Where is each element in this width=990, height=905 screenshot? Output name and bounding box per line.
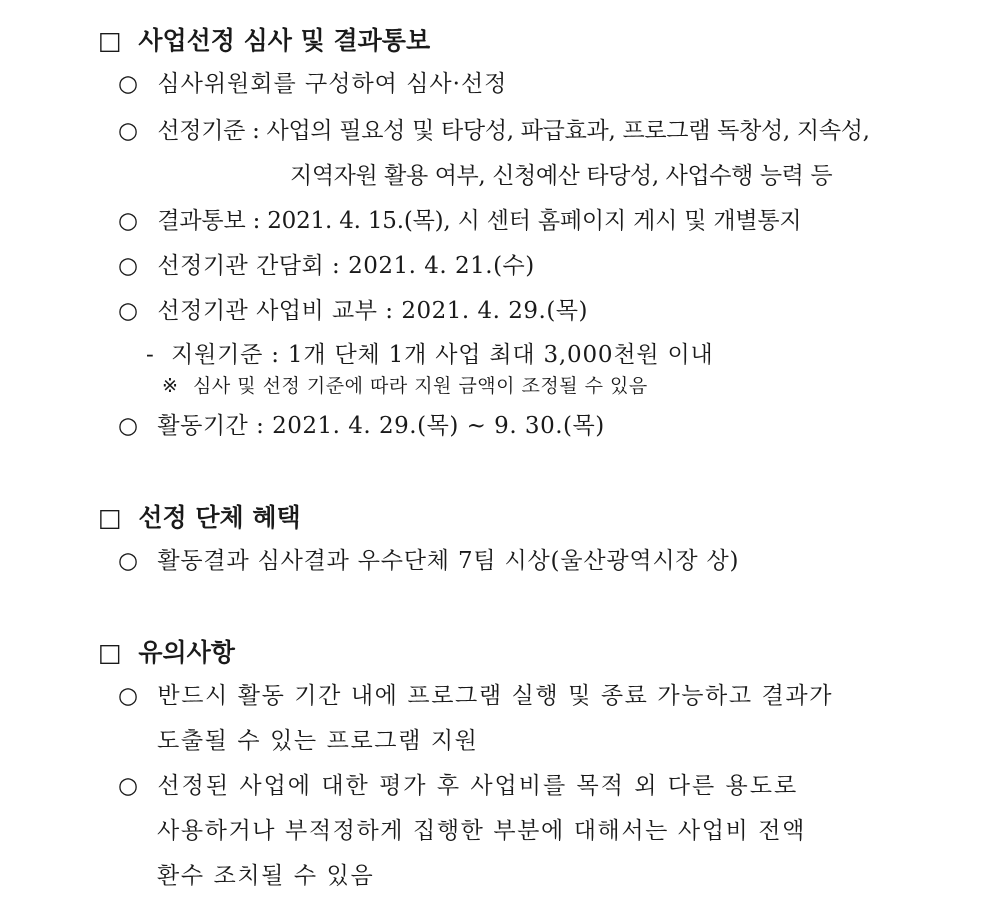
circle-bullet: ○ [118, 548, 139, 574]
item-text: 활동기간 : 2021. 4. 29.(목) ~ 9. 30.(목) [157, 413, 605, 439]
circle-bullet: ○ [118, 253, 139, 279]
circle-bullet: ○ [118, 413, 139, 439]
list-item [118, 120, 870, 143]
circle-bullet: ○ [118, 208, 139, 234]
list-item-continuation [157, 730, 478, 753]
section-heading-benefits [98, 505, 301, 530]
circle-bullet: ○ [118, 298, 139, 324]
item-text: 선정기관 사업비 교부 : 2021. 4. 29.(목) [157, 298, 588, 324]
circle-bullet: ○ [118, 683, 139, 709]
box-bullet: □ [98, 503, 122, 532]
list-item [118, 300, 588, 323]
list-item [118, 775, 798, 798]
note-mark: ※ [162, 375, 179, 397]
item-text: 도출될 수 있는 프로그램 지원 [157, 728, 479, 754]
list-item [118, 210, 801, 233]
list-item [118, 415, 605, 438]
list-item [118, 255, 535, 278]
note [162, 377, 648, 396]
list-item-continuation [157, 865, 374, 888]
item-text: 선정기준 : 사업의 필요성 및 타당성, 파급효과, 프로그램 독창성, 지속성, [157, 118, 870, 144]
item-text: 선정된 사업에 대한 평가 후 사업비를 목적 외 다른 용도로 [157, 773, 799, 799]
item-text: 지원기준 : 1개 단체 1개 사업 최대 3,000천원 이내 [171, 342, 714, 368]
section-heading-notes [98, 640, 235, 665]
dash-bullet: - [146, 342, 154, 368]
item-text: 지역자원 활용 여부, 신청예산 타당성, 사업수행 능력 등 [290, 163, 833, 189]
item-text: 결과통보 : 2021. 4. 15.(목), 시 센터 홈페이지 게시 및 개별통지 [157, 208, 802, 234]
section-title: 사업선정 심사 및 결과통보 [138, 26, 431, 55]
note-text: 심사 및 선정 기준에 따라 지원 금액이 조정될 수 있음 [192, 375, 648, 397]
circle-bullet: ○ [118, 118, 139, 144]
section-heading-screening [98, 28, 430, 53]
circle-bullet: ○ [118, 71, 139, 97]
list-item [118, 550, 739, 573]
circle-bullet: ○ [118, 773, 139, 799]
item-text: 활동결과 심사결과 우수단체 7팀 시상(울산광역시장 상) [157, 548, 740, 574]
item-text: 사용하거나 부적정하게 집행한 부분에 대해서는 사업비 전액 [157, 818, 806, 844]
list-item [118, 73, 507, 96]
list-item-continuation [157, 820, 806, 843]
list-item-continuation [290, 165, 832, 188]
sub-item [146, 344, 714, 367]
box-bullet: □ [98, 26, 122, 55]
item-text: 환수 조치될 수 있음 [157, 863, 375, 889]
item-text: 선정기관 간담회 : 2021. 4. 21.(수) [157, 253, 535, 279]
box-bullet: □ [98, 638, 122, 667]
list-item [118, 685, 833, 708]
item-text: 반드시 활동 기간 내에 프로그램 실행 및 종료 가능하고 결과가 [157, 683, 834, 709]
section-title: 선정 단체 혜택 [138, 503, 301, 532]
section-title: 유의사항 [138, 638, 235, 667]
item-text: 심사위원회를 구성하여 심사·선정 [157, 71, 508, 97]
